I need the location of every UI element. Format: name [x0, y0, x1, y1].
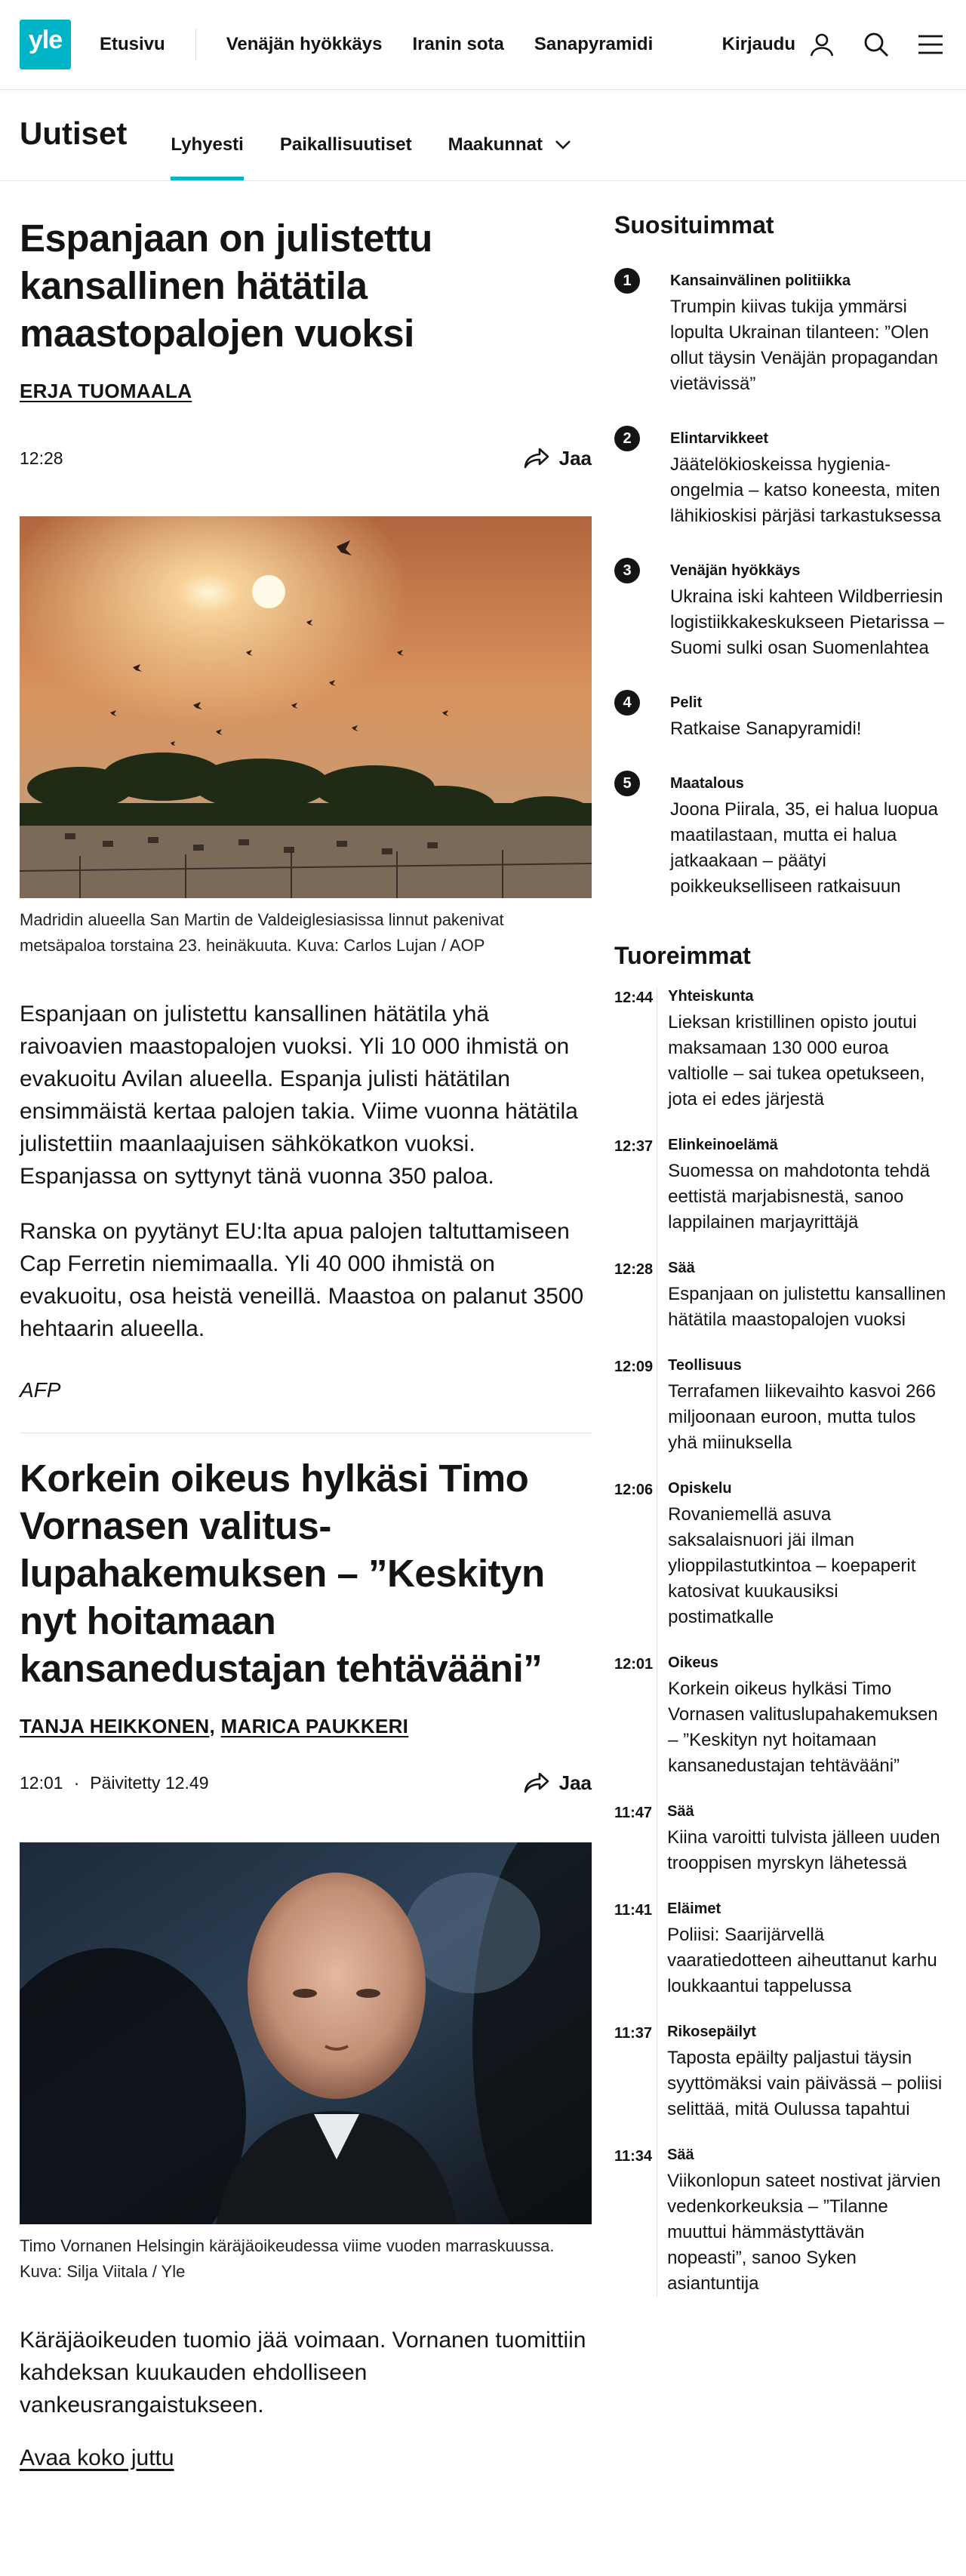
page-content — [0, 181, 966, 2471]
latest-title[interactable]: Espanjaan on julistettu kansallinen hätätila maastopalojen vuoksi — [668, 1284, 946, 1330]
latest-item[interactable] — [614, 1480, 946, 1630]
tab-paikallisuutiset[interactable]: Paikallisuutiset — [279, 134, 412, 155]
latest-category: Sää — [667, 1803, 694, 1820]
section-navigation — [0, 90, 966, 181]
latest-category: Elinkeinoelämä — [668, 1137, 778, 1153]
popular-category: Maatalous — [670, 775, 744, 792]
nav-home-link[interactable]: Etusivu — [100, 34, 165, 54]
tab-maakunnat-label: Maakunnat — [448, 134, 543, 155]
rank-badge: 1 — [614, 268, 640, 294]
popular-title[interactable]: Joona Piirala, 35, ei halua luopua maatilastaan, mutta ei halua jatkaakaan – päätyi poikkeukselliseen ratkaisuun — [670, 799, 938, 897]
popular-item[interactable] — [614, 676, 946, 742]
popular-title[interactable]: Trumpin kiivas tukija ymmärsi lopulta Ukrainan tilanteen: ”Olen ollut täysin Venäjän propagandan vietävissä” — [670, 297, 938, 394]
popular-title[interactable]: Jäätelökioskeissa hygieniaongelmia – katso koneesta, miten lähikioskisi pärjäsi tarkastuksessa — [670, 454, 941, 526]
article-vornanen — [20, 1454, 592, 2471]
popular-item[interactable] — [614, 544, 946, 661]
latest-item[interactable] — [614, 2147, 946, 2297]
nav-link-sanapyramidi[interactable]: Sanapyramidi — [534, 34, 654, 54]
latest-title[interactable]: Korkein oikeus hylkäsi Timo Vornasen valituslupahakemuksen – ”Keskityn nyt hoitamaan kansanedustajan tehtävääni” — [668, 1679, 938, 1776]
tab-maakunnat[interactable] — [448, 118, 571, 180]
article-source: AFP — [20, 1378, 61, 1402]
article-title: Korkein oikeus hylkäsi Timo Vornasen valituslupahakemuksen – ”Keskityn nyt hoitamaan kansanedustajan tehtävääni” — [20, 1457, 545, 1690]
chevron-down-icon — [555, 140, 571, 150]
rank-badge: 2 — [614, 426, 640, 451]
menu-icon[interactable] — [915, 29, 946, 60]
latest-item[interactable] — [614, 1137, 946, 1236]
latest-item[interactable] — [614, 1357, 946, 1456]
read-more-link[interactable]: Avaa koko juttu — [20, 2445, 174, 2470]
rank-badge: 4 — [614, 690, 640, 716]
article-meta — [20, 1770, 592, 1796]
popular-list — [614, 254, 946, 900]
popular-heading: Suosituimmat — [614, 211, 774, 239]
search-icon[interactable] — [860, 29, 892, 60]
latest-item[interactable] — [614, 1260, 946, 1333]
meta-separator: · — [73, 1772, 80, 1793]
latest-title[interactable]: Kiina varoitti tulvista jälleen uuden trooppisen myrskyn lähetessä — [667, 1827, 940, 1873]
latest-time: 11:37 — [614, 2025, 653, 2042]
login-link[interactable]: Kirjaudu — [721, 34, 795, 54]
yle-logo[interactable] — [20, 20, 71, 69]
latest-time: 12:44 — [614, 989, 654, 1006]
latest-category: Teollisuus — [668, 1357, 742, 1374]
nav-links — [226, 34, 654, 55]
latest-title[interactable]: Viikonlopun sateet nostivat järvien vedenkorkeuksia – ”Tilanne muuttui hämmästyttävän nopeasti”, sanoo Syken asiantuntija — [667, 2171, 941, 2294]
share-label: Jaa — [558, 446, 592, 469]
header-actions — [722, 29, 946, 60]
latest-item[interactable] — [614, 1803, 946, 1876]
latest-time: 12:37 — [614, 1138, 654, 1155]
latest-timeline — [614, 988, 946, 2297]
article-paragraph: Ranska on pyytänyt EU:lta apua palojen taltuttamiseen Cap Ferretin niemimaalla. Yli 40 000 ihmistä on evakuoitu, osa heistä veneillä. Maastoa on palanut 3500 hehtaarin alueella. — [20, 1219, 584, 1341]
share-button[interactable] — [523, 447, 592, 470]
popular-item[interactable] — [614, 254, 946, 397]
share-icon — [523, 447, 550, 469]
nav-link-iranin-sota[interactable]: Iranin sota — [412, 34, 504, 54]
article-time: 12:28 — [20, 448, 63, 468]
user-icon[interactable] — [806, 29, 838, 60]
latest-title[interactable]: Rovaniemellä asuva saksalaisnuori jäi ilman ylioppilastutkintoa – koepaperit katosivat kuukausiksi postimatkalle — [668, 1504, 916, 1627]
latest-time: 12:06 — [614, 1482, 654, 1498]
popular-title[interactable]: Ukraina iski kahteen Wildberriesin logistiikkakeskukseen Pietarissa – Suomi sulki osan Suomenlahtea — [670, 586, 944, 658]
share-label: Jaa — [558, 1771, 592, 1794]
popular-item[interactable] — [614, 412, 946, 529]
latest-item[interactable] — [614, 1900, 946, 1999]
article-image-wildfire — [20, 516, 592, 898]
nav-link-venajan-hyokkays[interactable]: Venäjän hyökkäys — [226, 34, 383, 54]
yle-logo-text: yle — [28, 26, 63, 54]
popular-category: Elintarvikkeet — [670, 430, 769, 447]
author-link[interactable]: ERJA TUOMAALA — [20, 380, 192, 402]
author-separator: , — [209, 1715, 221, 1737]
latest-time: 11:34 — [614, 2148, 653, 2165]
article-time: 12:01 — [20, 1772, 63, 1793]
share-icon — [523, 1771, 550, 1794]
article-paragraph: Käräjäoikeuden tuomio jää voimaan. Vornanen tuomittiin kahdeksan kuukauden ehdolliseen vankeusrangaistukseen. — [20, 2328, 586, 2418]
article-authors — [20, 380, 592, 403]
popular-category: Kansainvälinen politiikka — [670, 272, 851, 289]
latest-category: Yhteiskunta — [668, 988, 754, 1005]
tab-lyhyesti[interactable]: Lyhyesti — [171, 118, 243, 180]
popular-item[interactable] — [614, 757, 946, 900]
latest-title[interactable]: Terrafamen liikevaihto kasvoi 266 miljoonaan euroon, mutta tulos yhä miinuksella — [668, 1381, 936, 1453]
article-image-portrait — [20, 1842, 592, 2224]
latest-title[interactable]: Taposta epäilty paljastui täysin syyttömäksi vain päivässä – poliisi selittää, mitä Oulussa tapahtui — [667, 2048, 943, 2119]
sidebar — [614, 181, 946, 2471]
rank-badge: 3 — [614, 558, 640, 583]
section-title: Uutiset — [20, 115, 128, 151]
author-link[interactable]: TANJA HEIKKONEN — [20, 1715, 210, 1737]
article-title: Espanjaan on julistettu kansallinen hätätila maastopalojen vuoksi — [20, 217, 432, 355]
latest-category: Eläimet — [667, 1900, 721, 1917]
popular-title[interactable]: Ratkaise Sanapyramidi! — [670, 719, 862, 739]
latest-category: Sää — [668, 1260, 695, 1276]
top-navigation — [0, 0, 966, 90]
nav-divider — [195, 29, 196, 60]
latest-item[interactable] — [614, 1654, 946, 1779]
image-caption: Timo Vornanen Helsingin käräjäoikeudessa viime vuoden marraskuussa. Kuva: Silja Viitala / Yle — [20, 2236, 555, 2281]
latest-time: 12:09 — [614, 1359, 654, 1375]
latest-category: Opiskelu — [668, 1480, 732, 1497]
latest-category: Oikeus — [668, 1654, 718, 1671]
latest-time: 12:01 — [614, 1656, 654, 1673]
latest-item[interactable] — [614, 2024, 946, 2122]
latest-title[interactable]: Lieksan kristillinen opisto joutui maksamaan 130 000 euroa valtiolle – sai tukea opetukseen, jota ei edes järjestä — [668, 1012, 925, 1109]
latest-time: 11:47 — [614, 1805, 653, 1821]
latest-item[interactable] — [614, 988, 946, 1113]
latest-title[interactable]: Poliisi: Saarijärvellä vaaratiedotteen aiheuttanut karhu loukkaantui tappelussa — [667, 1925, 937, 1996]
latest-category: Rikosepäilyt — [667, 2024, 756, 2040]
article-authors — [20, 1715, 592, 1738]
share-button[interactable] — [523, 1771, 592, 1795]
author-link[interactable]: MARICA PAUKKERI — [220, 1715, 409, 1737]
rank-badge: 5 — [614, 771, 640, 796]
article-espanja — [20, 214, 592, 1402]
latest-title[interactable]: Suomessa on mahdotonta tehdä eettistä marjabisnestä, sanoo lappilainen marjayrittäjä — [668, 1161, 931, 1233]
latest-time: 11:41 — [614, 1902, 653, 1919]
article-meta — [20, 445, 592, 471]
popular-category: Venäjän hyökkäys — [670, 562, 801, 579]
latest-category: Sää — [667, 2147, 694, 2163]
popular-category: Pelit — [670, 694, 703, 711]
article-updated: Päivitetty 12.49 — [90, 1772, 209, 1793]
article-paragraph: Espanjaan on julistettu kansallinen hätätila yhä raivoavien maastopalojen vuoksi. Yli 10 000 ihmistä on evakuoitu Avilan alueella. Espanja julisti hätätilan ensimmäistä kertaa palojen takia. Viime vuonna hätätila julistettiin maanlaajuisen sähkökatkon vuoksi. Espanjassa on syttynyt tänä vuonna 350 paloa. — [20, 1002, 578, 1189]
image-caption: Madridin alueella San Martin de Valdeiglesiasissa linnut pakenivat metsäpaloa torstaina 23. heinäkuuta. Kuva: Carlos Lujan / AOP — [20, 910, 504, 955]
latest-heading: Tuoreimmat — [614, 942, 751, 969]
latest-time: 12:28 — [614, 1261, 654, 1278]
article-feed — [20, 181, 592, 2471]
